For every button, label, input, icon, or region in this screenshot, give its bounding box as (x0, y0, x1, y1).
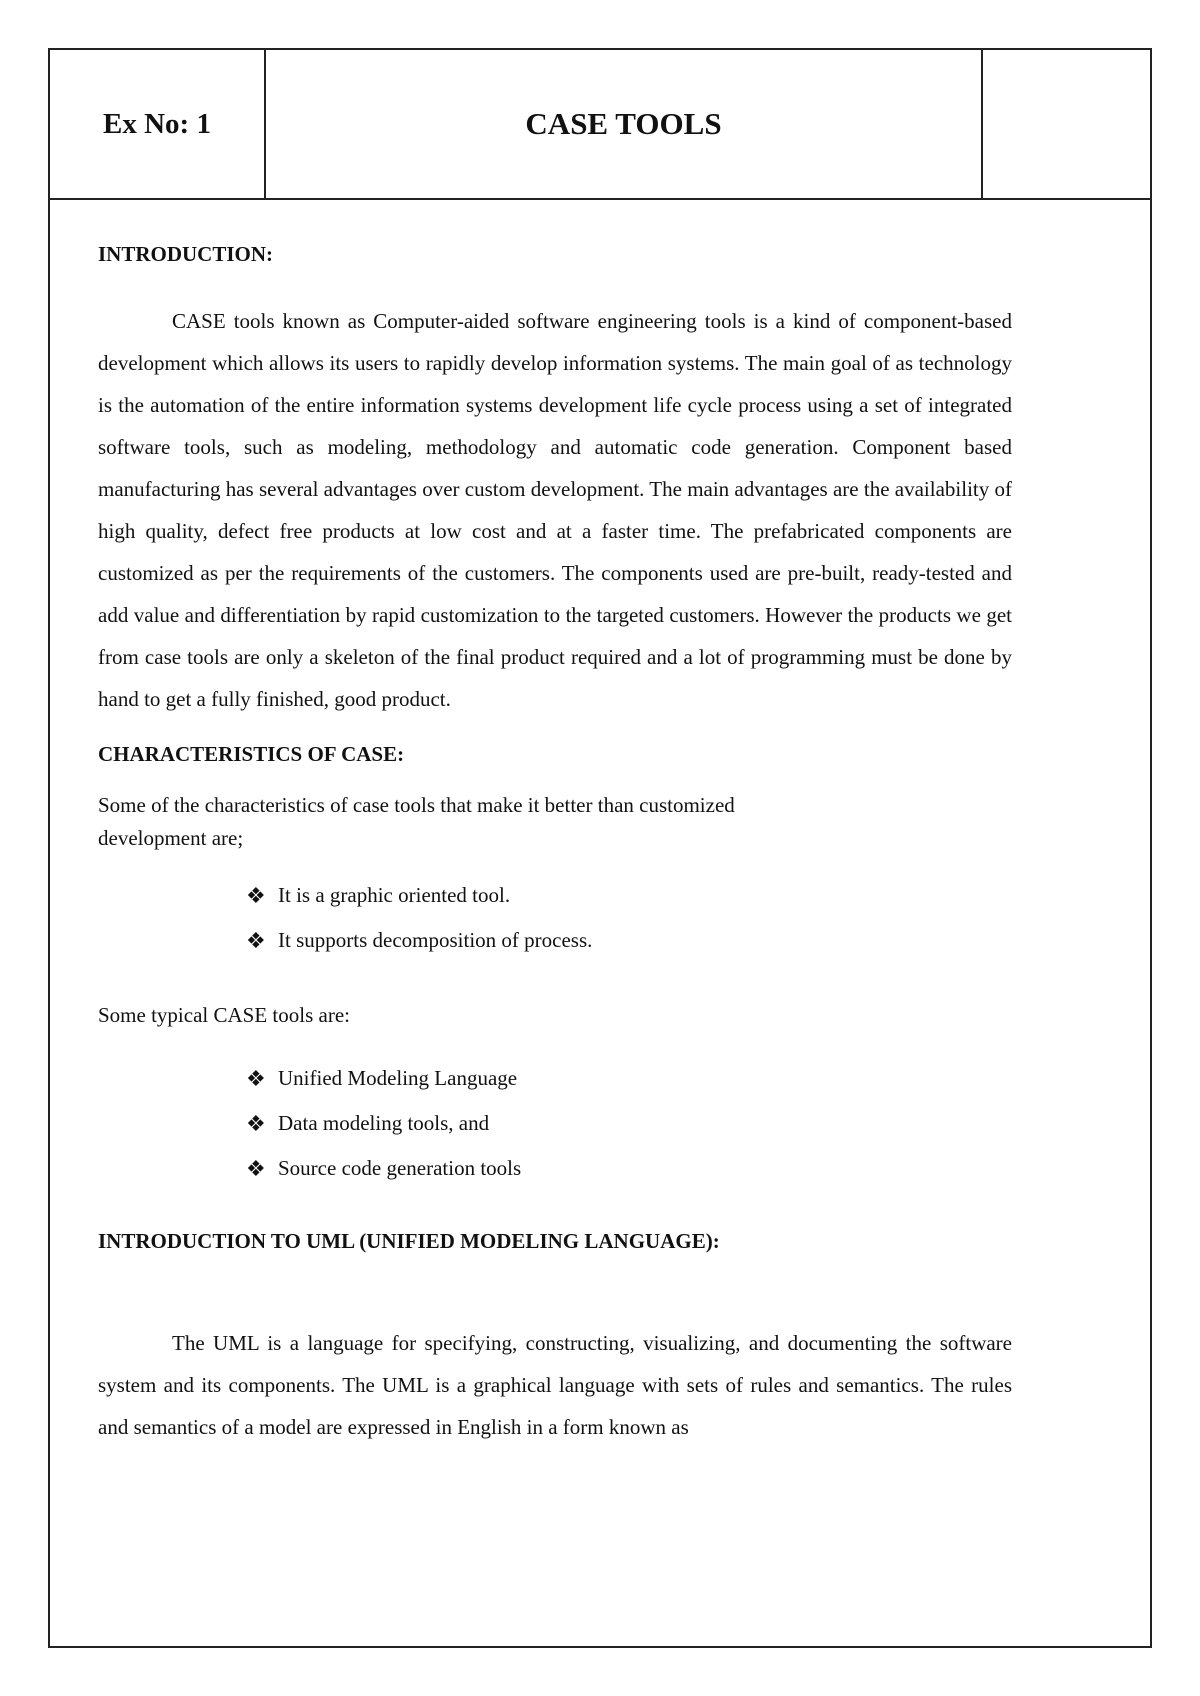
four-diamond-bullet-icon: ❖ (246, 1066, 266, 1091)
typical-tools-list (98, 1056, 1012, 1191)
document-body (98, 150, 1012, 1448)
list-item: ❖ It supports decomposition of process. (98, 918, 1012, 963)
exercise-number: Ex No: 1 (50, 50, 266, 198)
list-item: ❖ Source code generation tools (98, 1146, 1012, 1191)
four-diamond-bullet-icon: ❖ (246, 928, 266, 953)
four-diamond-bullet-icon: ❖ (246, 1156, 266, 1181)
four-diamond-bullet-icon: ❖ (246, 883, 266, 908)
introduction-heading: INTRODUCTION: (98, 242, 274, 266)
four-diamond-bullet-icon: ❖ (246, 1111, 266, 1136)
list-item: ❖ Data modeling tools, and (98, 1101, 1012, 1146)
characteristics-list (98, 873, 1012, 963)
introduction-paragraph: CASE tools known as Computer-aided software engineering tools is a kind of component-based development which allows its users to rapidly develop information systems. The main goal of as technology is the automation of the entire information systems development life cycle process using a set of integrated software tools, such as modeling, methodology and automatic code generation. Component based manufacturing has several advantages over custom development. The main advantages are the availability of high quality, defect free products at low cost and at a faster time. The prefabricated components are customized as per the requirements of the customers. The components used are pre-built, ready-tested and add value and differentiation by rapid customization to the targeted customers. However the products we get from case tools are only a skeleton of the final product required and a lot of programming must be done by hand to get a fully finished, good product. (98, 309, 1012, 711)
characteristics-intro-line-2: development are; (98, 826, 244, 850)
page-title: CASE TOOLS (266, 50, 983, 198)
typical-tools-intro: Some typical CASE tools are: (98, 1003, 350, 1027)
characteristics-heading: CHARACTERISTICS OF CASE: (98, 742, 405, 766)
characteristics-intro-line-1: Some of the characteristics of case tools that make it better than customized (98, 793, 735, 817)
uml-heading: INTRODUCTION TO UML (UNIFIED MODELING LANGUAGE): (98, 1229, 720, 1253)
list-item: ❖ It is a graphic oriented tool. (98, 873, 1012, 918)
list-item: ❖ Unified Modeling Language (98, 1056, 1012, 1101)
uml-paragraph: The UML is a language for specifying, constructing, visualizing, and documenting the software system and its components. The UML is a graphical language with sets of rules and semantics. The rules and semantics of a model are expressed in English in a form known as (98, 1331, 1012, 1439)
